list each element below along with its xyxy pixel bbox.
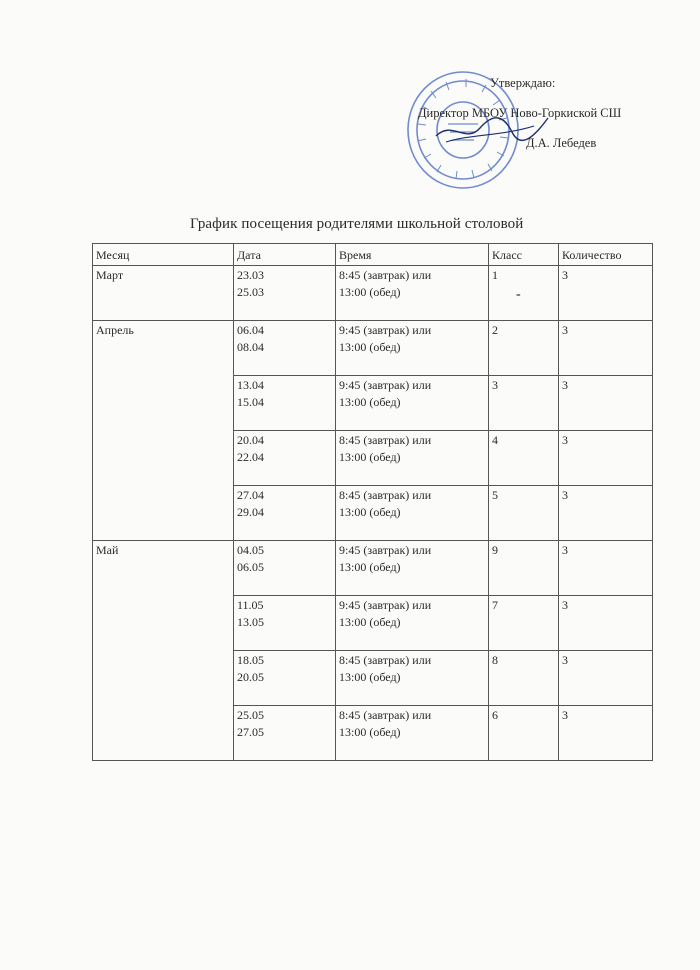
approval-heading: Утверждаю: (490, 76, 556, 90)
cell-count: 3 (559, 376, 653, 431)
cell-class-container (489, 266, 559, 321)
cell-date: 23.03 25.03 (234, 266, 336, 321)
cell-class: 2 (489, 321, 559, 376)
cell-time: 8:45 (завтрак) или 13:00 (обед) (336, 266, 489, 321)
cell-date: 25.05 27.05 (234, 706, 336, 761)
cell-date: 11.05 13.05 (234, 596, 336, 651)
approval-name: Д.А. Лебедев (526, 136, 597, 150)
approval-position: Директор МБОУ Ново-Горкиской СШ (418, 106, 622, 120)
header-date: Дата (234, 244, 336, 266)
cell-date: 13.04 15.04 (234, 376, 336, 431)
cell-count: 3 (559, 486, 653, 541)
table-header-row (93, 244, 653, 266)
cell-time: 9:45 (завтрак) или 13:00 (обед) (336, 321, 489, 376)
cell-time: 8:45 (завтрак) или 13:00 (обед) (336, 651, 489, 706)
cell-time: 8:45 (завтрак) или 13:00 (обед) (336, 706, 489, 761)
cell-class: 8 (489, 651, 559, 706)
table-row (93, 321, 653, 376)
schedule-table (92, 243, 653, 761)
cell-class: 1 (492, 268, 498, 282)
header-month: Месяц (93, 244, 234, 266)
cell-date: 20.04 22.04 (234, 431, 336, 486)
document-title: График посещения родителями школьной столовой (190, 216, 524, 232)
cell-month: Апрель (93, 321, 234, 541)
cell-date: 06.04 08.04 (234, 321, 336, 376)
header-class: Класс (489, 244, 559, 266)
cell-month: Май (93, 541, 234, 761)
cell-time: 8:45 (завтрак) или 13:00 (обед) (336, 431, 489, 486)
header-count: Количество (559, 244, 653, 266)
cell-time: 8:45 (завтрак) или 13:00 (обед) (336, 486, 489, 541)
cell-class: 5 (489, 486, 559, 541)
cell-date: 18.05 20.05 (234, 651, 336, 706)
cell-class: 6 (489, 706, 559, 761)
cell-count: 3 (559, 541, 653, 596)
cell-count: 3 (559, 431, 653, 486)
cell-count: 3 (559, 651, 653, 706)
dash-mark-icon: - (516, 287, 521, 302)
header-time: Время (336, 244, 489, 266)
cell-date: 04.05 06.05 (234, 541, 336, 596)
cell-class: 9 (489, 541, 559, 596)
approval-block (418, 68, 678, 158)
cell-time: 9:45 (завтрак) или 13:00 (обед) (336, 596, 489, 651)
cell-count: 3 (559, 706, 653, 761)
table-row (93, 541, 653, 596)
cell-time: 9:45 (завтрак) или 13:00 (обед) (336, 376, 489, 431)
cell-class: 4 (489, 431, 559, 486)
table-row (93, 266, 653, 321)
cell-date: 27.04 29.04 (234, 486, 336, 541)
cell-class: 3 (489, 376, 559, 431)
cell-class: 7 (489, 596, 559, 651)
cell-count: 3 (559, 266, 653, 321)
cell-count: 3 (559, 321, 653, 376)
cell-count: 3 (559, 596, 653, 651)
cell-time: 9:45 (завтрак) или 13:00 (обед) (336, 541, 489, 596)
cell-month: Март (93, 266, 234, 321)
